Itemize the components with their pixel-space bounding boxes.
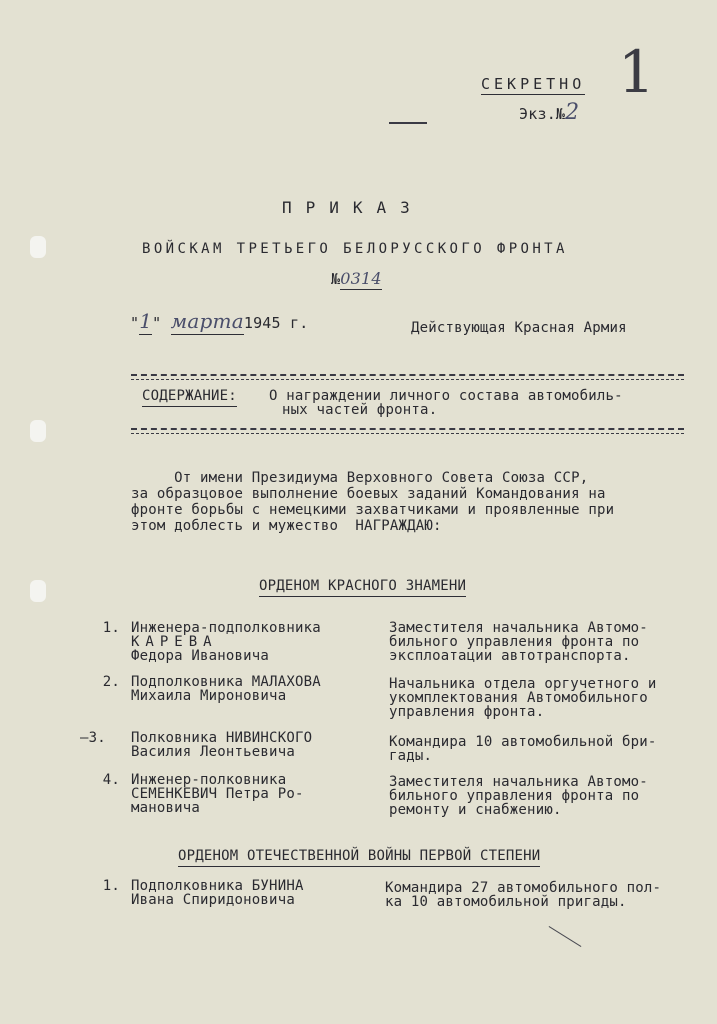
- separator-rule: [131, 379, 684, 380]
- binder-hole: [30, 236, 46, 258]
- entry-number: 4.: [102, 772, 120, 788]
- entry-name-line: Подполковника БУНИНА: [131, 878, 304, 894]
- entry-name-line: Инженера-подполковника: [131, 620, 321, 636]
- pencil-mark: [549, 926, 582, 947]
- section-heading-red-banner: ОРДЕНОМ КРАСНОГО ЗНАМЕНИ: [259, 578, 466, 597]
- separator-rule: [131, 433, 684, 434]
- preamble-line: этом доблесть и мужество НАГРАЖДАЮ:: [131, 518, 442, 534]
- entry-name-line: Михаила Мироновича: [131, 688, 287, 704]
- entry-number: 1.: [102, 620, 120, 636]
- order-addressee: ВОЙСКАМ ТРЕТЬЕГО БЕЛОРУССКОГО ФРОНТА: [142, 241, 568, 257]
- entry-position-line: Заместителя начальника Автомо-: [389, 774, 648, 790]
- separator-rule: [131, 428, 684, 430]
- entry-position-line: укомплектования Автомобильного: [389, 690, 648, 706]
- entry-position-line: бильного управления фронта по: [389, 788, 640, 804]
- order-number-prefix: №: [331, 270, 341, 288]
- entry-position-line: Заместителя начальника Автомо-: [389, 620, 648, 636]
- entry-number: 1.: [102, 878, 120, 894]
- entry-name-line: Подполковника МАЛАХОВА: [131, 674, 321, 690]
- entry-position-line: управления фронта.: [389, 704, 545, 720]
- entry-number: —3.: [80, 730, 106, 746]
- entry-position-line: Начальника отдела оргучетного и: [389, 676, 657, 692]
- order-number-handwritten: 0314: [340, 269, 382, 288]
- order-number-line: [331, 270, 382, 288]
- copy-number-line: [519, 100, 580, 125]
- binder-hole: [30, 420, 46, 442]
- entry-position-line: гады.: [389, 748, 433, 764]
- entry-position-line: Командира 27 автомобильного пол-: [385, 880, 662, 896]
- entry-name-line: мановича: [131, 800, 201, 816]
- entry-name-line: Федора Ивановича: [131, 648, 270, 664]
- entry-position-line: эксплоатации автотранспорта.: [389, 648, 631, 664]
- location-line: Действующая Красная Армия: [411, 320, 627, 336]
- section-heading-patriotic-war: ОРДЕНОМ ОТЕЧЕСТВЕННОЙ ВОЙНЫ ПЕРВОЙ СТЕПЕНИ: [178, 848, 540, 867]
- date-day-handwritten: 1: [139, 309, 153, 333]
- contents-line-1: О награждении личного состава автомобиль-: [269, 388, 623, 404]
- date-month-handwritten: марта: [170, 309, 244, 333]
- order-title: ПРИКАЗ: [282, 198, 424, 217]
- entry-position-line: бильного управления фронта по: [389, 634, 640, 650]
- entry-surname: КАРЕВА: [131, 634, 218, 650]
- entry-number: 2.: [102, 674, 120, 690]
- page-mark-handwritten: 1: [618, 38, 655, 106]
- entry-name-line: Полковника НИВИНСКОГО: [131, 730, 313, 746]
- entry-name-line: Василия Леонтьевича: [131, 744, 295, 760]
- date-year: 1945 г.: [243, 314, 309, 332]
- preamble-line: фронте борьбы с немецкими захватчиками и проявленные при: [131, 502, 615, 518]
- entry-position-line: ремонту и снабжению.: [389, 802, 562, 818]
- contents-label: СОДЕРЖАНИЕ:: [142, 388, 237, 407]
- entry-name-line: Инженер-полковника: [131, 772, 287, 788]
- entry-name-line: Ивана Спиридоновича: [131, 892, 295, 908]
- binder-hole: [30, 580, 46, 602]
- contents-line-2: ных частей фронта.: [282, 402, 438, 418]
- header-dash: [389, 122, 427, 124]
- secrecy-stamp: СЕКРЕТНО: [481, 75, 586, 93]
- preamble-line: за образцовое выполнение боевых заданий Командования на: [131, 486, 606, 502]
- entry-name-line: СЕМЕНКЕВИЧ Петра Ро-: [131, 786, 304, 802]
- preamble-line: От имени Президиума Верховного Совета Союза ССР,: [131, 470, 589, 486]
- separator-rule: [131, 374, 684, 376]
- copy-prefix: Экз.№: [519, 105, 566, 123]
- entry-position-line: ка 10 автомобильной пригады.: [385, 894, 627, 910]
- copy-number-handwritten: 2: [565, 100, 580, 125]
- date-line: "1" марта1945 г.: [130, 309, 309, 333]
- entry-position-line: Командира 10 автомобильной бри-: [389, 734, 657, 750]
